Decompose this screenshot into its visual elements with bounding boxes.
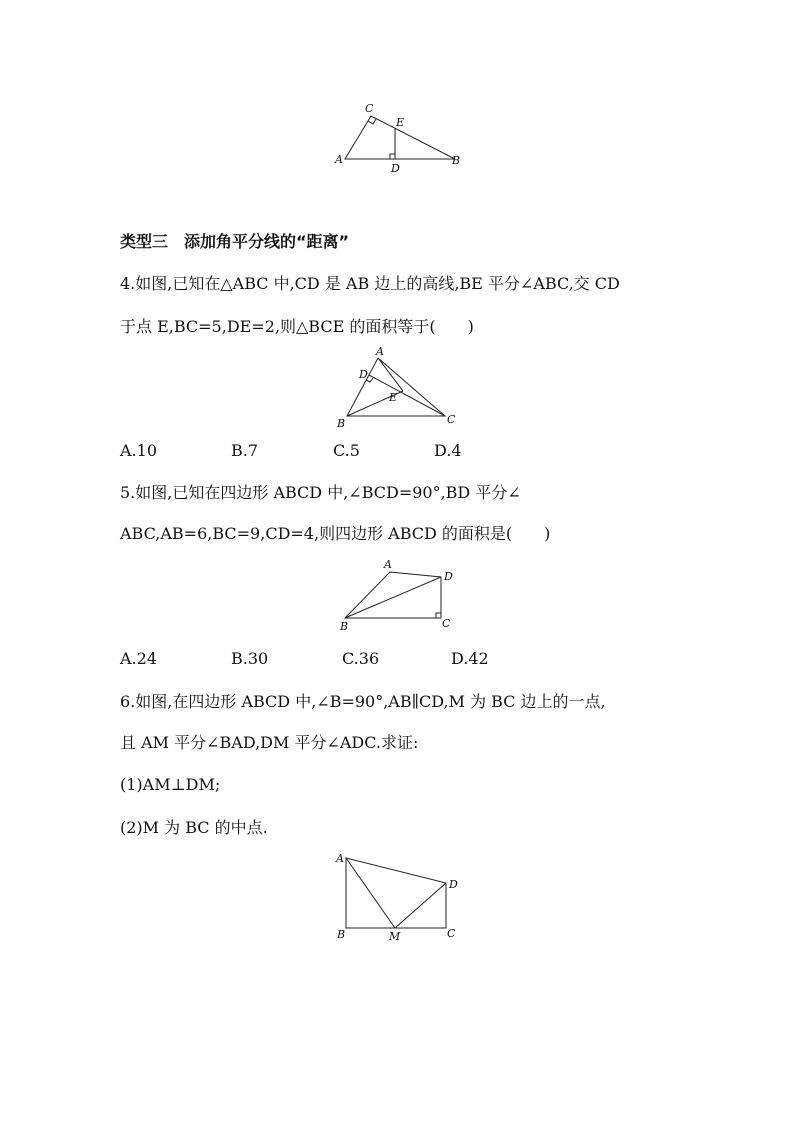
label-b: B (337, 417, 346, 430)
label-a: A (335, 153, 343, 166)
section-heading: 类型三 添加角平分线的“距离” (120, 232, 350, 251)
label-d: D (391, 162, 400, 175)
q5-option-b: B.30 (231, 649, 269, 668)
label-b: B (337, 928, 346, 941)
q5-option-c: C.36 (342, 649, 380, 668)
q6-part1: (1)AM⊥DM; (120, 775, 221, 794)
q5-option-a: A.24 (120, 649, 157, 668)
quadrilateral-abcd (346, 858, 446, 928)
label-e: E (389, 391, 398, 404)
label-a: A (376, 345, 384, 358)
label-d: D (444, 570, 453, 583)
label-b: B (452, 154, 461, 167)
q6-text-line1: 6.如图,在四边形 ABCD 中,∠B=90°,AB∥CD,M 为 BC 边上的一点, (120, 692, 606, 711)
label-c: C (365, 102, 374, 115)
q4-option-a: A.10 (120, 441, 157, 460)
label-d: D (449, 878, 458, 891)
q5-text-line1: 5.如图,已知在四边形 ABCD 中,∠BCD=90°,BD 平分∠ (120, 483, 521, 502)
q6-part2: (2)M 为 BC 的中点. (120, 818, 268, 837)
q4-option-d: D.4 (434, 441, 462, 460)
segment-dm (395, 883, 446, 928)
q4-text-line2: 于点 E,BC=5,DE=2,则△BCE 的面积等于( ) (120, 317, 474, 336)
label-m: M (389, 930, 401, 943)
q5-option-d: D.42 (451, 649, 489, 668)
label-a: A (336, 852, 344, 865)
label-d: D (359, 368, 368, 381)
label-b: B (340, 620, 349, 633)
label-e: E (396, 116, 405, 129)
q4-option-b: B.7 (231, 441, 259, 460)
q6-text-line2: 且 AM 平分∠BAD,DM 平分∠ADC.求证: (120, 733, 419, 752)
label-a: A (384, 558, 392, 571)
label-c: C (442, 617, 451, 630)
label-c: C (447, 927, 456, 940)
q5-text-line2: ABC,AB=6,BC=9,CD=4,则四边形 ABCD 的面积是( ) (120, 524, 551, 543)
label-c: C (447, 413, 456, 426)
q4-option-c: C.5 (333, 441, 360, 460)
q4-text-line1: 4.如图,已知在△ABC 中,CD 是 AB 边上的高线,BE 平分∠ABC,交 CD (120, 274, 620, 293)
